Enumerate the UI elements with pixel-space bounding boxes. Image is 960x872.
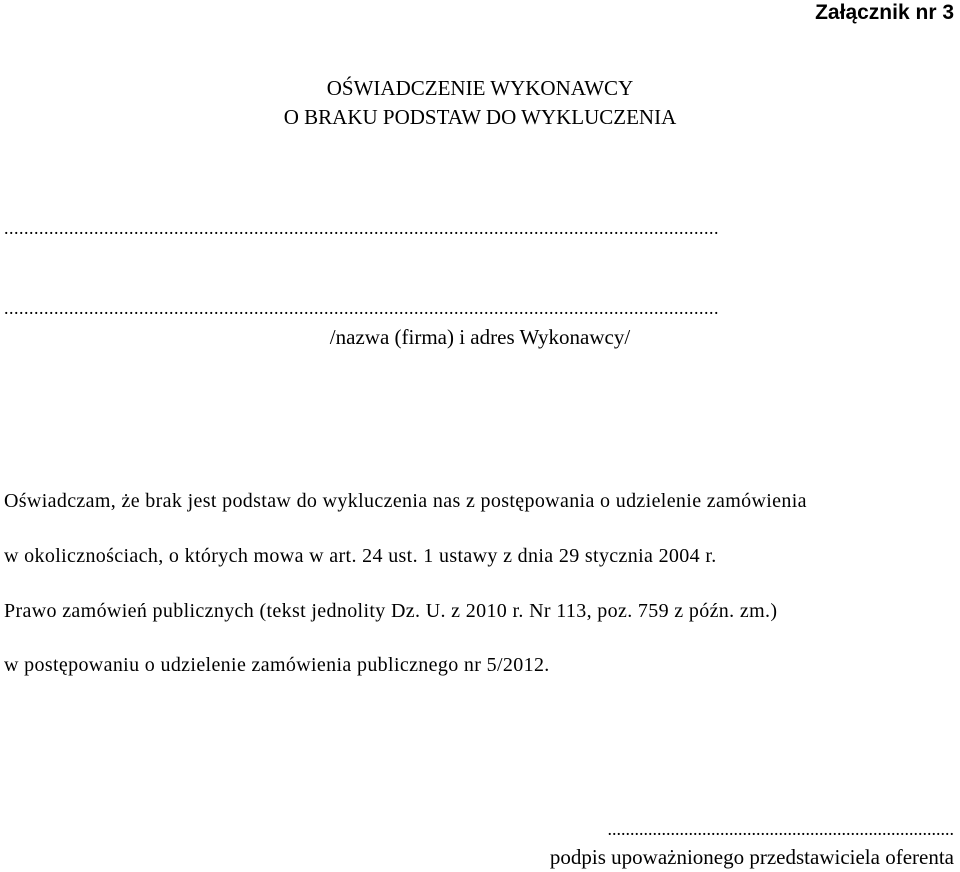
annex-label: Załącznik nr 3	[815, 1, 954, 24]
contractor-dotted-line-1: ...............................................................................................................................................	[4, 218, 719, 238]
statement-line-3: Prawo zamówień publicznych (tekst jednolity Dz. U. z 2010 r. Nr 113, poz. 759 z późn. zm.)	[4, 600, 778, 622]
statement-line-4: w postępowaniu o udzielenie zamówienia publicznego nr 5/2012.	[4, 654, 550, 676]
statement-line-2: w okolicznościach, o których mowa w art. 24 ust. 1 ustawy z dnia 29 stycznia 2004 r.	[4, 545, 717, 567]
statement-line-1: Oświadczam, że brak jest podstaw do wykluczenia nas z postępowania o udzielenie zamówienia	[4, 490, 807, 512]
contractor-dotted-line-2: ...............................................................................................................................................	[4, 298, 719, 318]
document-title-line-1: OŚWIADCZENIE WYKONAWCY	[326, 76, 634, 100]
signature-label: podpis upoważnionego przedstawiciela oferenta	[549, 845, 954, 869]
contractor-caption: /nazwa (firma) i adres Wykonawcy/	[329, 325, 631, 349]
signature-dotted-line: .............................................................................	[607, 819, 954, 839]
document-title-line-2: O BRAKU PODSTAW DO WYKLUCZENIA	[283, 105, 677, 129]
